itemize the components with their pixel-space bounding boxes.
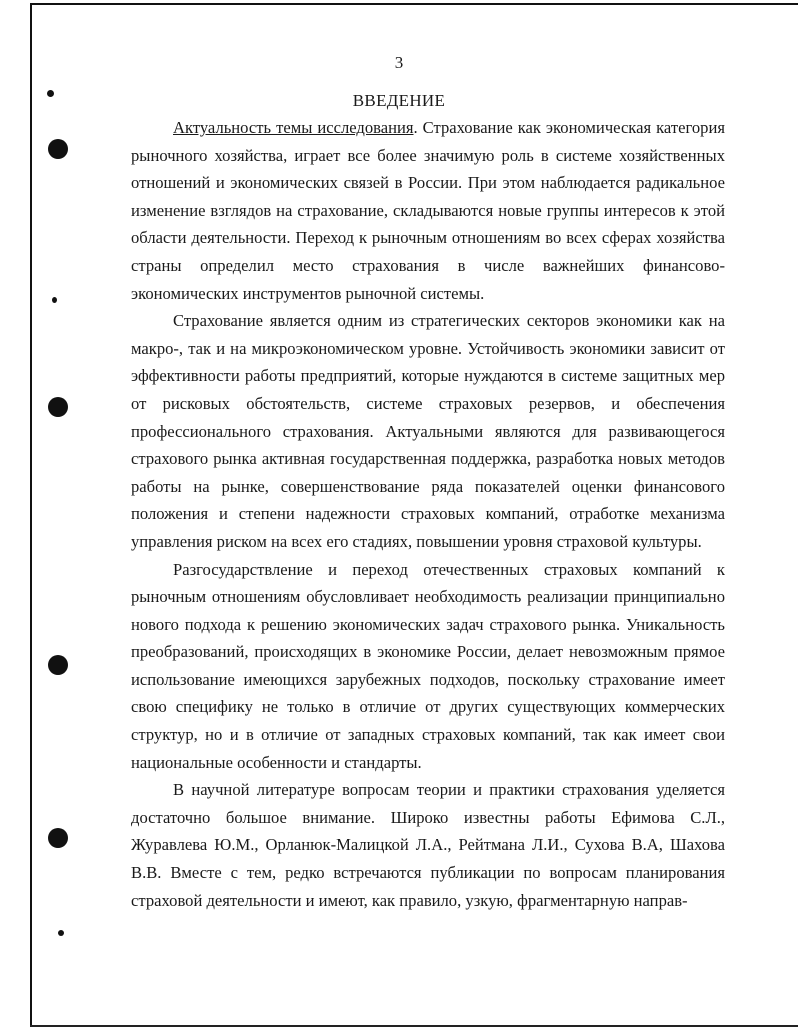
punch-hole — [48, 828, 68, 848]
paragraph — [131, 556, 725, 777]
paragraph — [131, 114, 725, 307]
paragraph-text: Страхование является одним из стратегических секторов экономики как на макро-, так и на микроэкономическом уровне. Устойчивость экономики зависит от эффективности работы предприятий, которые нуждаются в системе защитных мер от рисковых обстоятельств, системе страховых резервов, и обеспечения профессионального страхования. Актуальными являются для развивающегося страхового рынка активная государственная поддержка, разработка новых методов работы на рынке, совершенствование ряда показателей оценки финансового положения и степени надежности страховых компаний, отработке механизма управления риском на всех его стадиях, повышении уровня страховой культуры. — [131, 311, 725, 551]
scan-border-bottom — [30, 1025, 798, 1027]
paragraph-text: Разгосударствление и переход отечественных страховых компаний к рыночным отношениям обусловливает необходимость реализации принципиально нового подхода к решению экономических задач страхового рынка. Уникальность преобразований, происходящих в экономике России, делает невозможным прямое использование имеющихся зарубежных подходов, поскольку страхование имеет свою специфику не только в отличие от других существующих коммерческих структур, но и в отличие от западных страховых компаний, так как имеет свои национальные особенности и стандарты. — [131, 559, 725, 772]
punch-hole — [48, 139, 68, 159]
scan-speck — [58, 930, 64, 936]
scan-speck — [52, 297, 57, 303]
section-heading: ВВЕДЕНИЕ — [352, 91, 446, 110]
paragraph — [131, 307, 725, 555]
paragraph-lead-underlined: Актуальность темы исследования — [173, 118, 414, 137]
document-body — [131, 114, 725, 914]
paragraph — [131, 776, 725, 914]
punch-hole — [48, 655, 68, 675]
paragraph-text: В научной литературе вопросам теории и практики страхования уделяется достаточно большое внимание. Широко известны работы Ефимова С.Л., Журавлева Ю.М., Орланюк-Малицкой Л.А., Рейтмана Л.И., Сухова В.А, Шахова В.В. Вместе с тем, редко встречаются публикации по вопросам планирования страховой деятельности и имеют, как правило, узкую, фрагментарную направ- — [131, 780, 725, 910]
scan-border-top — [30, 3, 798, 5]
punch-hole — [48, 397, 68, 417]
scan-border-left — [30, 3, 32, 1027]
paragraph-text: . Страхование как экономическая категория рыночного хозяйства, играет все более значимую роль в системе хозяйственных отношений и экономических связей в России. При этом наблюдается радикальное изменение взглядов на страхование, складываются новые группы интересов к этой области деятельности. Переход к рыночным отношениям во всех сферах хозяйства страны определил место страхования в числе важнейших финансово-экономических инструментов рыночной системы. — [131, 118, 725, 303]
page-number: 3 — [394, 53, 404, 72]
